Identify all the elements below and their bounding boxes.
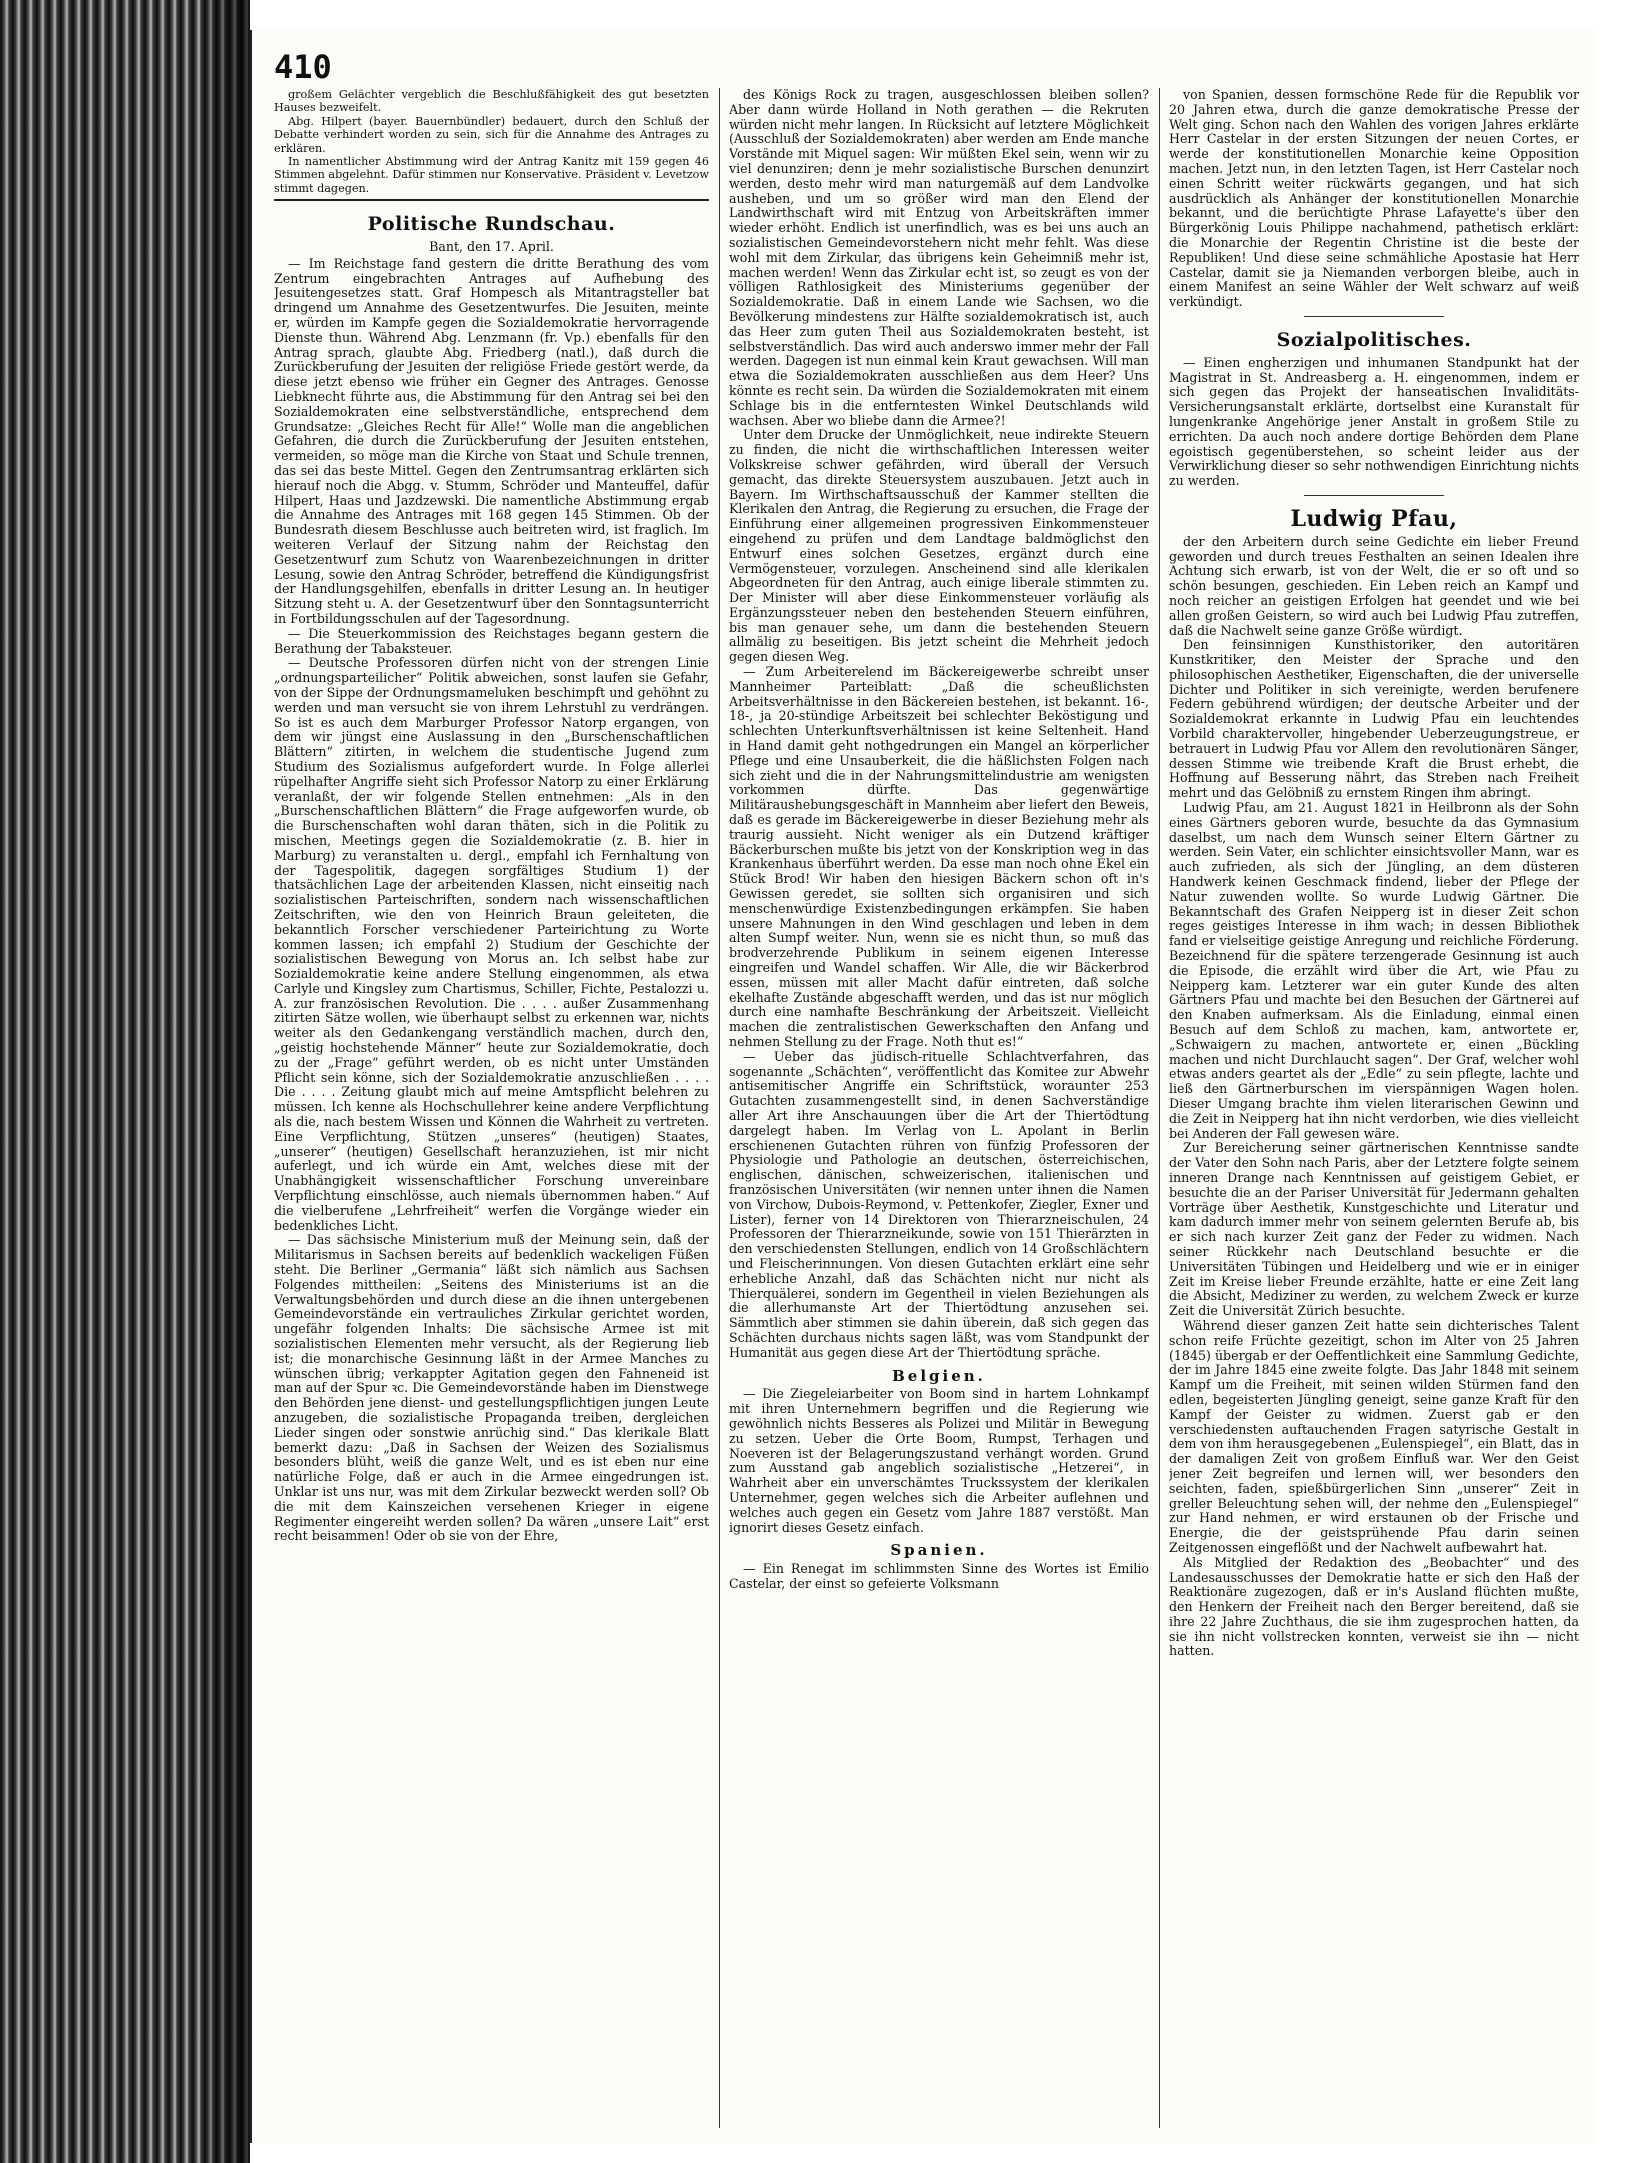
paragraph: des Königs Rock zu tragen, ausgeschlossen bleiben sollen? Aber dann würde Holland in Noth gerathen — die Rekruten würden nicht mehr langen. In Rücksicht auf letztere Möglichkeit (Ausschluß der Sozialdemokraten) aber werden am Ende manche Vorstände mit Miquel sagen: Wir müßten Ekel sein, wenn wir zu viel denunziren; denn je mehr sozialistische Burschen denunzirt werden, desto mehr wird man naturgemäß auf dem Landvolke ausheben, und um so größer wird man den Elend der Landwirthschaft wird mit Entzug von Arbeitskräften immer wieder erhöht. Endlich ist unerfindlich, was es bei uns auch an sozialistischen Gemeindevorstehern nicht mehr fehlt. Was diese wohl mit dem Zirkular, das übrigens kein Geheimniß mehr ist, machen werden! Wenn das Zirkular echt ist, so zeugt es von der völligen Rathlosigkeit des Ministeriums gegenüber der Sozialdemokratie. Daß in einem Lande wie Sachsen, wo die Bevölkerung mindestens zur Hälfte sozialdemokratisch ist, auch das Heer zum guten Theil aus Sozialdemokraten besteht, ist selbstverständlich. Das wird auch anderswo immer mehr der Fall werden. Dagegen ist nun einmal kein Kraut gewachsen. Will man etwa die Sozialdemokraten ausschließen aus dem Heer? Uns könnte es recht sein. Da würden die Sozialdemokraten mit einem Schlage bis in die entferntesten Winkel Deutschlands wild wachsen. Aber wo bliebe dann die Armee?! <box>729 88 1149 428</box>
dateline: Bant, den 17. April. <box>429 239 554 255</box>
spine-shadow <box>205 0 250 2163</box>
columns <box>274 88 1579 2128</box>
section-title-spanien: Spanien. <box>890 1541 988 1560</box>
column-2 <box>729 88 1149 2128</box>
section-divider <box>274 199 709 201</box>
column-1 <box>274 88 709 2128</box>
newspaper-page <box>250 30 1597 2143</box>
paragraph: Während dieser ganzen Zeit hatte sein dichterisches Talent schon reife Früchte gezeitigt, schon im Alter von 25 Jahren (1845) übergab er der Oeffentlichkeit eine Sammlung Gedichte, der im Jahre 1845 eine zweite folgte. Das Jahr 1848 mit seinem Kampf um die Freiheit, mit seinen wilden Stürmen fand den edlen, begeisterten Jüngling geneigt, seine ganze Kraft für den Kampf der Geister zu widmen. Zuerst gab er den verschiedensten auftauchenden Fragen satyrische Gestalt in dem von ihm herausgegebenen „Eulenspiegel“, ein Blatt, das in der damaligen Zeit von großem Einfluß war. Wer den Geist jener Zeit begreifen und lernen will, wer besonders den seichten, faden, spießbürgerlichen Sinn „unserer“ Zeit in greller Beleuchtung sehen will, der nehme den „Eulenspiegel“ zur Hand nehmen, er wird erstaunen ob der Frische und Energie, die der geistsprühende Pfau darin seinen Zeitgenossen eingeflößt und der Nachwelt aufbewahrt hat. <box>1169 1317 1579 1555</box>
column-3 <box>1169 88 1579 2128</box>
paragraph: großem Gelächter vergeblich die Beschlußfähigkeit des gut besetzten Hauses bezweifelt. <box>274 88 709 115</box>
section-title: Politische Rundschau. <box>367 213 616 236</box>
column-rule <box>1159 88 1160 2128</box>
paragraph: — Im Reichstage fand gestern die dritte Berathung des vom Zentrum eingebrachten Antrages auf Aufhebung des Jesuitengesetzes statt. Graf Hompesch als Mitantragsteller bat dringend um Annahme des Gesetzentwurfes. Die Jesuiten, meinte er, würden im Kampfe gegen die Sozialdemokratie hervorragende Dienste thun. Während Abg. Lenzmann (fr. Vp.) ebenfalls für den Antrag sprach, glaubte Abg. Friedberg (natl.), daß durch die Zurückberufung der Jesuiten der religiöse Friede gestört werde, da diese jetzt ebenso wie früher ein Gegner des Antrages. Genosse Liebknecht führte aus, die Abstimmung für den Antrag sei bei den Sozialdemokraten eine selbstverständliche, entsprechend dem Grundsatze: „Gleiches Recht für Alle!“ Wolle man die angeblichen Gefahren, die durch die Zurückberufung der Jesuiten entstehen, vermeiden, so möge man die Kirche von Staat und Schule trennen, das sei das beste Mittel. Gegen den Zentrumsantrag erklärten sich hierauf noch die Abgg. v. Stumm, Schröder und Manteuffel, dafür Hilpert, Haas und Jazdzewski. Die namentliche Abstimmung ergab die Annahme des Antrages mit 168 gegen 145 Stimmen. Ob der Bundesrath diesem Beschlusse auch beitreten wird, ist fraglich. Im weiteren Verlauf der Sitzung nahm der Reichstag den Gesetzentwurf zum Schutz von Waarenbezeichnungen in dritter Lesung, sowie den Antrag Schröder, betreffend die Kündigungsfrist der Handlungsgehilfen, ebenfalls in dritter Lesung an. In heutiger Sitzung steht u. A. der Gesetzentwurf über den Sonntagsunterricht in Fortbildungsschulen auf der Tagesordnung. <box>274 255 709 626</box>
paragraph: — Ein Renegat im schlimmsten Sinne des Wortes ist Emilio Castelar, der einst so gefeierte Volksmann <box>729 1561 1149 1591</box>
column-rule <box>719 88 720 2128</box>
paragraph: Zur Bereicherung seiner gärtnerischen Kenntnisse sandte der Vater den Sohn nach Paris, aber der Letztere folgte seinem inneren Drange nach Kenntnissen auf geistigem Gebiet, er besuchte die an der Pariser Universität für Jedermann gehalten Vorträge über Aesthetik, Kunstgeschichte und Literatur und kam dadurch immer mehr von seinem gelernten Berufe ab, bis er sich nach kurzer Zeit ganz der Feder zu widmen. Nach seiner Rückkehr nach Deutschland besuchte er die Universitäten Tübingen und Heidelberg und wie er in einiger Zeit im Kreise lieber Freunde erzählte, hatte er eine Zeit lang die Absicht, Mediziner zu werden, zu welchem Zweck er kurze Zeit die Universität Zürich besuchte. <box>1169 1140 1579 1319</box>
paragraph: — Die Ziegeleiarbeiter von Boom sind in hartem Lohnkampf mit ihren Unternehmern begriffen und die Regierung wie gewöhnlich nichts Besseres als Polizei und Militär in Bewegung zu setzen. Ueber die Orte Boom, Rumpst, Terhagen und Noeveren ist der Belagerungszustand verhängt worden. Grund zum Ausstand gab angeblich sozialistische „Hetzerei“, in Wahrheit aber ein unverschämtes Truckssystem der klerikalen Unternehmer, gegen welches sich die Arbeiter auflehnen und welches auch gegen ein Gesetz vom Jahre 1887 verstößt. Man ignorirt dieses Gesetz einfach. <box>729 1386 1149 1535</box>
paragraph: Den feinsinnigen Kunsthistoriker, den autoritären Kunstkritiker, den Meister der Sprache und den philosophischen Aesthetiker, Eigenschaften, die der universelle Dichter und Politiker in sich vereinigte, werden berufenere Federn gebührend würdigen; der deutsche Arbeiter und der Sozialdemokrat erkannte in Ludwig Pfau ein leuchtendes Vorbild charaktervoller, hingebender Ueberzeugungstreue, er betrauert in Ludwig Pfau vor Allem den revolutionären Sänger, dessen Stimme wie treibende Kraft die Brust erhebt, die Hoffnung auf Besserung nährt, das Streben nach Freiheit mehrt und das Gelöbniß zu ernstem Ringen ihm abringt. <box>1169 637 1579 801</box>
paragraph: — Das sächsische Ministerium muß der Meinung sein, daß der Militarismus in Sachsen bereits auf bedenklich wackeligen Füßen steht. Die Berliner „Germania“ läßt sich nämlich aus Sachsen Folgendes mittheilen: „Seitens des Ministeriums ist an die Verwaltungsbehörden und durch diese an die ihnen untergebenen Gemeindevorstände ein vertrauliches Zirkular gerichtet worden, ungefähr folgenden Inhalts: Die sächsische Armee ist mit sozialistischen Elementen mehr versucht, als der Regierung lieb ist; die monarchische Gesinnung läßt in der Armee Manches zu wünschen übrig; verkappter Agitation gegen den Fahneneid ist man auf der Spur ꝛc. Die Gemeindevorstände haben im Dienstwege den Behörden jene dienst- und gestellungspflichtigen jungen Leute anzugeben, die sozialistische Propaganda treiben, dergleichen Lieder singen oder sonstwie anrüchig sind.“ Das klerikale Blatt bemerkt dazu: „Daß in Sachsen der Weizen des Sozialismus besonders blüht, weiß die ganze Welt, und es ist eben nur eine natürliche Folge, daß er auch in die Armee eingedrungen ist. Unklar ist uns nur, was mit dem Zirkular bezweckt werden soll? Ob die mit dem Kainszeichen versehenen Krieger in eigene Regimenter eingereiht werden sollen? Da wären „unsere Lait“ erst recht beisammen! Oder ob sie von der Ehre, <box>274 1232 709 1544</box>
section-title-belgien: Belgien. <box>892 1366 986 1385</box>
divider <box>1304 316 1444 317</box>
paragraph: Abg. Hilpert (bayer. Bauernbündler) bedauert, durch den Schluß der Debatte verhindert worden zu sein, sich für die Annahme des Antrages zu erklären. <box>274 114 709 155</box>
paragraph: Ludwig Pfau, am 21. August 1821 in Heilbronn als der Sohn eines Gärtners geboren wurde, besuchte da das Gymnasium daselbst, um nach dem Wunsch seiner Eltern Gärtner zu werden. Sein Vater, ein schlichter einsichtsvoller Mann, war es auch zufrieden, als sich der Jüngling, an dem düsteren Handwerk keinen Geschmack findend, lieber der Pflege der Natur zuwenden wollte. So wurde Ludwig Gärtner. Die Bekanntschaft des Grafen Neipperg ist in dieser Zeit schon reges geistiges Interesse in ihm wach; in dessen Bibliothek fand er vielseitige geistige Anregung und reichliche Förderung. Bezeichnend für die spätere terzengerade Gesinnung ist auch die Episode, die erzählt wird über die Art, wie Pfau zu Neipperg kam. Letzterer war ein guter Kunde des alten Gärtners Pfau und machte bei den Besuchen der Gärtnerei auf den Knaben aufmerksam. Als die Einladung, einmal einen Besuch auf dem Schloß zu machen, kam, antwortete er, „Schwaigern zu machen, antwortete er, einen „Bückling machen und nicht Durchlaucht sagen“. Der Graf, welcher wohl etwas anders geartet als der „Edle“ zu sein pflegte, lachte und ließ den Gärtnerburschen im vierspännigen Wagen holen. Dieser Umgang brachte ihm vielen literarischen Gewinn und die Zeit in Neipperg hat ihn nicht verdorben, wie dies vielleicht bei Anderen der Fall gewesen wäre. <box>1169 800 1579 1141</box>
section-title-ludwig-pfau: Ludwig Pfau, <box>1290 505 1458 532</box>
section-title-sozialpolitisches: Sozialpolitisches. <box>1276 328 1472 351</box>
paragraph: der den Arbeitern durch seine Gedichte ein lieber Freund geworden und durch treues Festhalten an seinen Idealen ihre Achtung sich erwarb, ist von der Welt, die er so oft und so schön besungen, geschieden. Ein Leben reich an Kampf und noch reicher an geistigen Erfolgen hat geendet und wie bei allen großen Geistern, so wird auch bei Ludwig Pfau zutreffen, daß die Nachwelt seine ganze Größe würdigt. <box>1169 533 1579 638</box>
paragraph: Unter dem Drucke der Unmöglichkeit, neue indirekte Steuern zu finden, die nicht die wirthschaftlichen Interessen weiter Volkskreise schwer gefährden, wird überall der Versuch gemacht, das direkte Steuersystem auszubauen. Jetzt auch in Bayern. Im Wirthschaftsausschuß der Kammer stellten die Klerikalen den Antrag, die Regierung zu ersuchen, die Frage der Einführung einer allgemeinen progressiven Einkommensteuer eingehend zu prüfen und dem Landtage baldmöglichst den Entwurf eines solchen Gesetzes, ergänzt durch eine Vermögensteuer, vorzulegen. Anscheinend sind alle klerikalen Abgeordneten für den Antrag, auch einige liberale stimmten zu. Der Minister will aber diese Einkommensteuer vorläufig als Ergänzungssteuer neben den bestehenden Steuern einführen, bis man genauer sehe, um dann die bestehenden Steuern allmälig zu beseitigen. Bis jetzt scheint die Mehrheit jedoch gegen diesen Weg. <box>729 427 1149 665</box>
divider <box>1304 495 1444 496</box>
paragraph: — Die Steuerkommission des Reichstages begann gestern die Berathung der Tabaksteuer. <box>274 625 709 656</box>
paragraph: — Deutsche Professoren dürfen nicht von der strengen Linie „ordnungsparteilicher“ Politik abweichen, sonst laufen sie Gefahr, von der Sippe der Ordnungsmameluken beschimpft und gehöhnt zu werden und man versucht sie von ihrem Lehrstuhl zu verdrängen. So ist es auch dem Marburger Professor Natorp ergangen, von dem wir jüngst eine Auslassung in den „Burschenschaftlichen Blättern“ zitirten, in welchem die studentische Jugend zum Studium des Sozialismus aufgefordert wurde. In Folge allerlei rüpelhafter Angriffe sieht sich Professor Natorp zu einer Erklärung veranlaßt, der wir folgende Stellen entnehmen: „Als in den „Burschenschaftlichen Blättern“ die Frage aufgeworfen wurde, ob die Burschenschaften wohl daran thäten, sich in die Politik zu mischen, Meetings gegen die Sozialdemokratie (z. B. hier in Marburg) zu veranstalten u. dergl., empfahl ich Fernhaltung von der Tagespolitik, dagegen sorgfältiges Studium 1) der thatsächlichen Lage der arbeitenden Klassen, nicht einseitig nach sozialistischen Parteischriften, sondern nach wissenschaftlichen Zeitschriften, wie den von Heinrich Braun geleiteten, die bekanntlich Forscher verschiedener Parteirichtung zu Worte kommen lassen; ich empfahl 2) Studium der Geschichte der sozialistischen Bewegung von Morus an. Ich selbst habe zur Sozialdemokratie keine andere Stellung eingenommen, als etwa Carlyle und Kingsley zum Chartismus, Schiller, Fichte, Pestalozzi u. A. zur französischen Revolution. Die . . . . außer Zusammenhang zitirten Sätze wollen, wie überhaupt selbst zu erkennen war, nichts weiter als den Gedankengang verständlich machen, durch den, „geistig hochstehende Männer“ heute zur Sozialdemokratie, doch zu der „Frage“ geführt werden, ob es nicht unter Umständen Pflicht sein könne, sich der Sozialdemokratie anzuschließen . . . . Die . . . . Zeitung glaubt mich auf meine Amtspflicht belehren zu müssen. Ich kenne als Hochschullehrer keine andere Verpflichtung als die, nach bestem Wissen und Können die Wahrheit zu vertreten. Eine Verpflichtung, Stützen „unseres“ (heutigen) Staates, „unserer“ (heutigen) Gesellschaft heranzuziehen, ist mir nicht auferlegt, und ich würde ein Amt, welches diese mit der Unabhängigkeit wissenschaftlicher Forschung unvereinbare Verpflichtung einschlösse, auch niemals übernommen haben.“ Auf die vielberufene „Lehrfreiheit“ werfen die Vorgänge wieder ein bedenkliches Licht. <box>274 655 709 1233</box>
paragraph: — Zum Arbeiterelend im Bäckereigewerbe schreibt unser Mannheimer Parteiblatt: „Daß die scheußlichsten Arbeitsverhältnisse in den Bäckereien bestehen, ist bekannt. 16-, 18-, ja 20-stündige Arbeitszeit bei schlechter Beköstigung und schlechten Unterkunftsverhältnissen ist keine Seltenheit. Hand in Hand damit geht nothgedrungen ein Mangel an körperlicher Pflege und eine Unsauberkeit, die die häßlichsten Folgen nach sich zieht und die in der Nahrungsmittelindustrie am wenigsten vorkommen dürfte. Das gegenwärtige Militäraushebungsgeschäft in Mannheim aber liefert den Beweis, daß es gerade im Bäckereigewerbe in dieser Beziehung mehr als traurig aussieht. Nicht weniger als ein Dutzend kräftiger Bäckerburschen mußte bis jetzt von der Konskription weg in das Krankenhaus überführt werden. Da esse man noch ohne Ekel ein Stück Brod! Wir haben den hiesigen Bäckern schon oft in's Gewissen geredet, sie sollten sich organisiren und sich menschenwürdige Existenzbedingungen erkämpfen. Sie haben unsere Mahnungen in den Wind geschlagen und leben in dem alten Sumpf weiter. Nun, wenn sie es nicht thun, so muß das brodverzehrende Publikum in seinem eigenen Interesse eingreifen und Wandel schaffen. Wir Alle, die wir Bäckerbrod essen, müssen mit aller Macht dafür eintreten, daß solche ekelhafte Zustände abgeschafft werden, und das ist nur möglich durch eine namhafte Beschränkung der Arbeitszeit. Vielleicht machen die zentralistischen Gewerkschaften den Anfang und nehmen Stellung zu der Frage. Noth thut es!“ <box>729 664 1149 1049</box>
paragraph: von Spanien, dessen formschöne Rede für die Republik vor 20 Jahren etwa, durch die ganze demokratische Presse der Welt ging. Schon nach den Wahlen des vorigen Jahres erklärte Herr Castelar in der ersten Sitzungen der neuen Cortes, er werde der konstitutionellen Monarchie keine Opposition machen. Jetzt nun, in den letzten Tagen, ist Herr Castelar noch einen Schritt weiter rückwärts gegangen, und hat sich ausdrücklich als Anhänger der konstitutionellen Monarchie bekannt, und die berüchtigte Phrase Lafayette's über den Bürgerkönig Louis Philippe nachahmend, pathetisch erklärt: die Monarchie der Regentin Christine ist die beste der Republiken! Und diese seine schmähliche Apostasie hat Herr Castelar, damit sie ja Niemanden verborgen bleibe, auch in einem Manifest an seine Wähler der Welt schwarz auf weiß verkündigt. <box>1169 88 1579 310</box>
page-number: 410 <box>274 48 332 86</box>
paragraph: In namentlicher Abstimmung wird der Antrag Kanitz mit 159 gegen 46 Stimmen abgelehnt. Dafür stimmen nur Konservative. Präsident v. Levetzow stimmt dagegen. <box>274 155 709 195</box>
paragraph: — Einen engherzigen und inhumanen Standpunkt hat der Magistrat in St. Andreasberg a. H. eingenommen, indem er sich gegen das Projekt der hanseatischen Invaliditäts-Versicherungsanstalt erklärte, dortselbst eine Kuranstalt für lungenkranke Angehörige jener Anstalt in großem Stile zu errichten. Da auch noch andere dortige Behörden dem Plane egoistisch gegenüberstehen, so scheint leider aus der Verwirklichung dieser so sehr nothwendigen Einrichtung nichts zu werden. <box>1169 354 1579 489</box>
paragraph: — Ueber das jüdisch-rituelle Schlachtverfahren, das sogenannte „Schächten“, veröffentlicht das Komitee zur Abwehr antisemitischer Angriffe ein Schriftstück, woraunter 253 Gutachten zusammengestellt sind, in denen Sachverständige aller Art ihre Anschauungen über die Art der Thiertödtung dargelegt haben. Im Verlag von L. Apolant in Berlin erschienenen Gutachten rühren von fünfzig Professoren der Physiologie und Pathologie an deutschen, österreichischen, englischen, dänischen, schweizerischen, italienischen und französischen Universitäten (wir nennen unter ihnen die Namen von Virchow, Dubois-Reymond, v. Pettenkofer, Ziegler, Exner und Lister), ferner von 14 Direktoren von Thierarzneischulen, 24 Professoren der Thierarzneikunde, sowie von 151 Thierärzten in den verschiedensten Stellungen, endlich von 14 Großschlächtern und Fleischerinnungen. Von diesen Gutachten erklärt eine sehr erhebliche Anzahl, daß das Schächten nicht nur nicht als Thierquälerei, sondern im Gegentheil in vielen Beziehungen als die allerhumanste Art der Thiertödtung anzusehen sei. Sämmtlich aber stimmen sie dahin überein, daß sich gegen das Schächten durchaus nichts sagen läßt, was vom Standpunkt der Humanität aus gegen diese Art der Thiertödtung spräche. <box>729 1048 1149 1360</box>
paragraph: Als Mitglied der Redaktion des „Beobachter“ und des Landesausschusses der Demokratie hatte er sich den Haß der Reaktionäre zugezogen, daß er in's Ausland flüchten mußte, den Henkern der Freiheit nach den Berger bereitend, daß sie ihre 22 Jahre Zuchthaus, die sie ihm zugesprochen hatten, da sie ihn nicht vollstrecken konnten, verweist sie ihn — nicht hatten. <box>1169 1554 1579 1659</box>
